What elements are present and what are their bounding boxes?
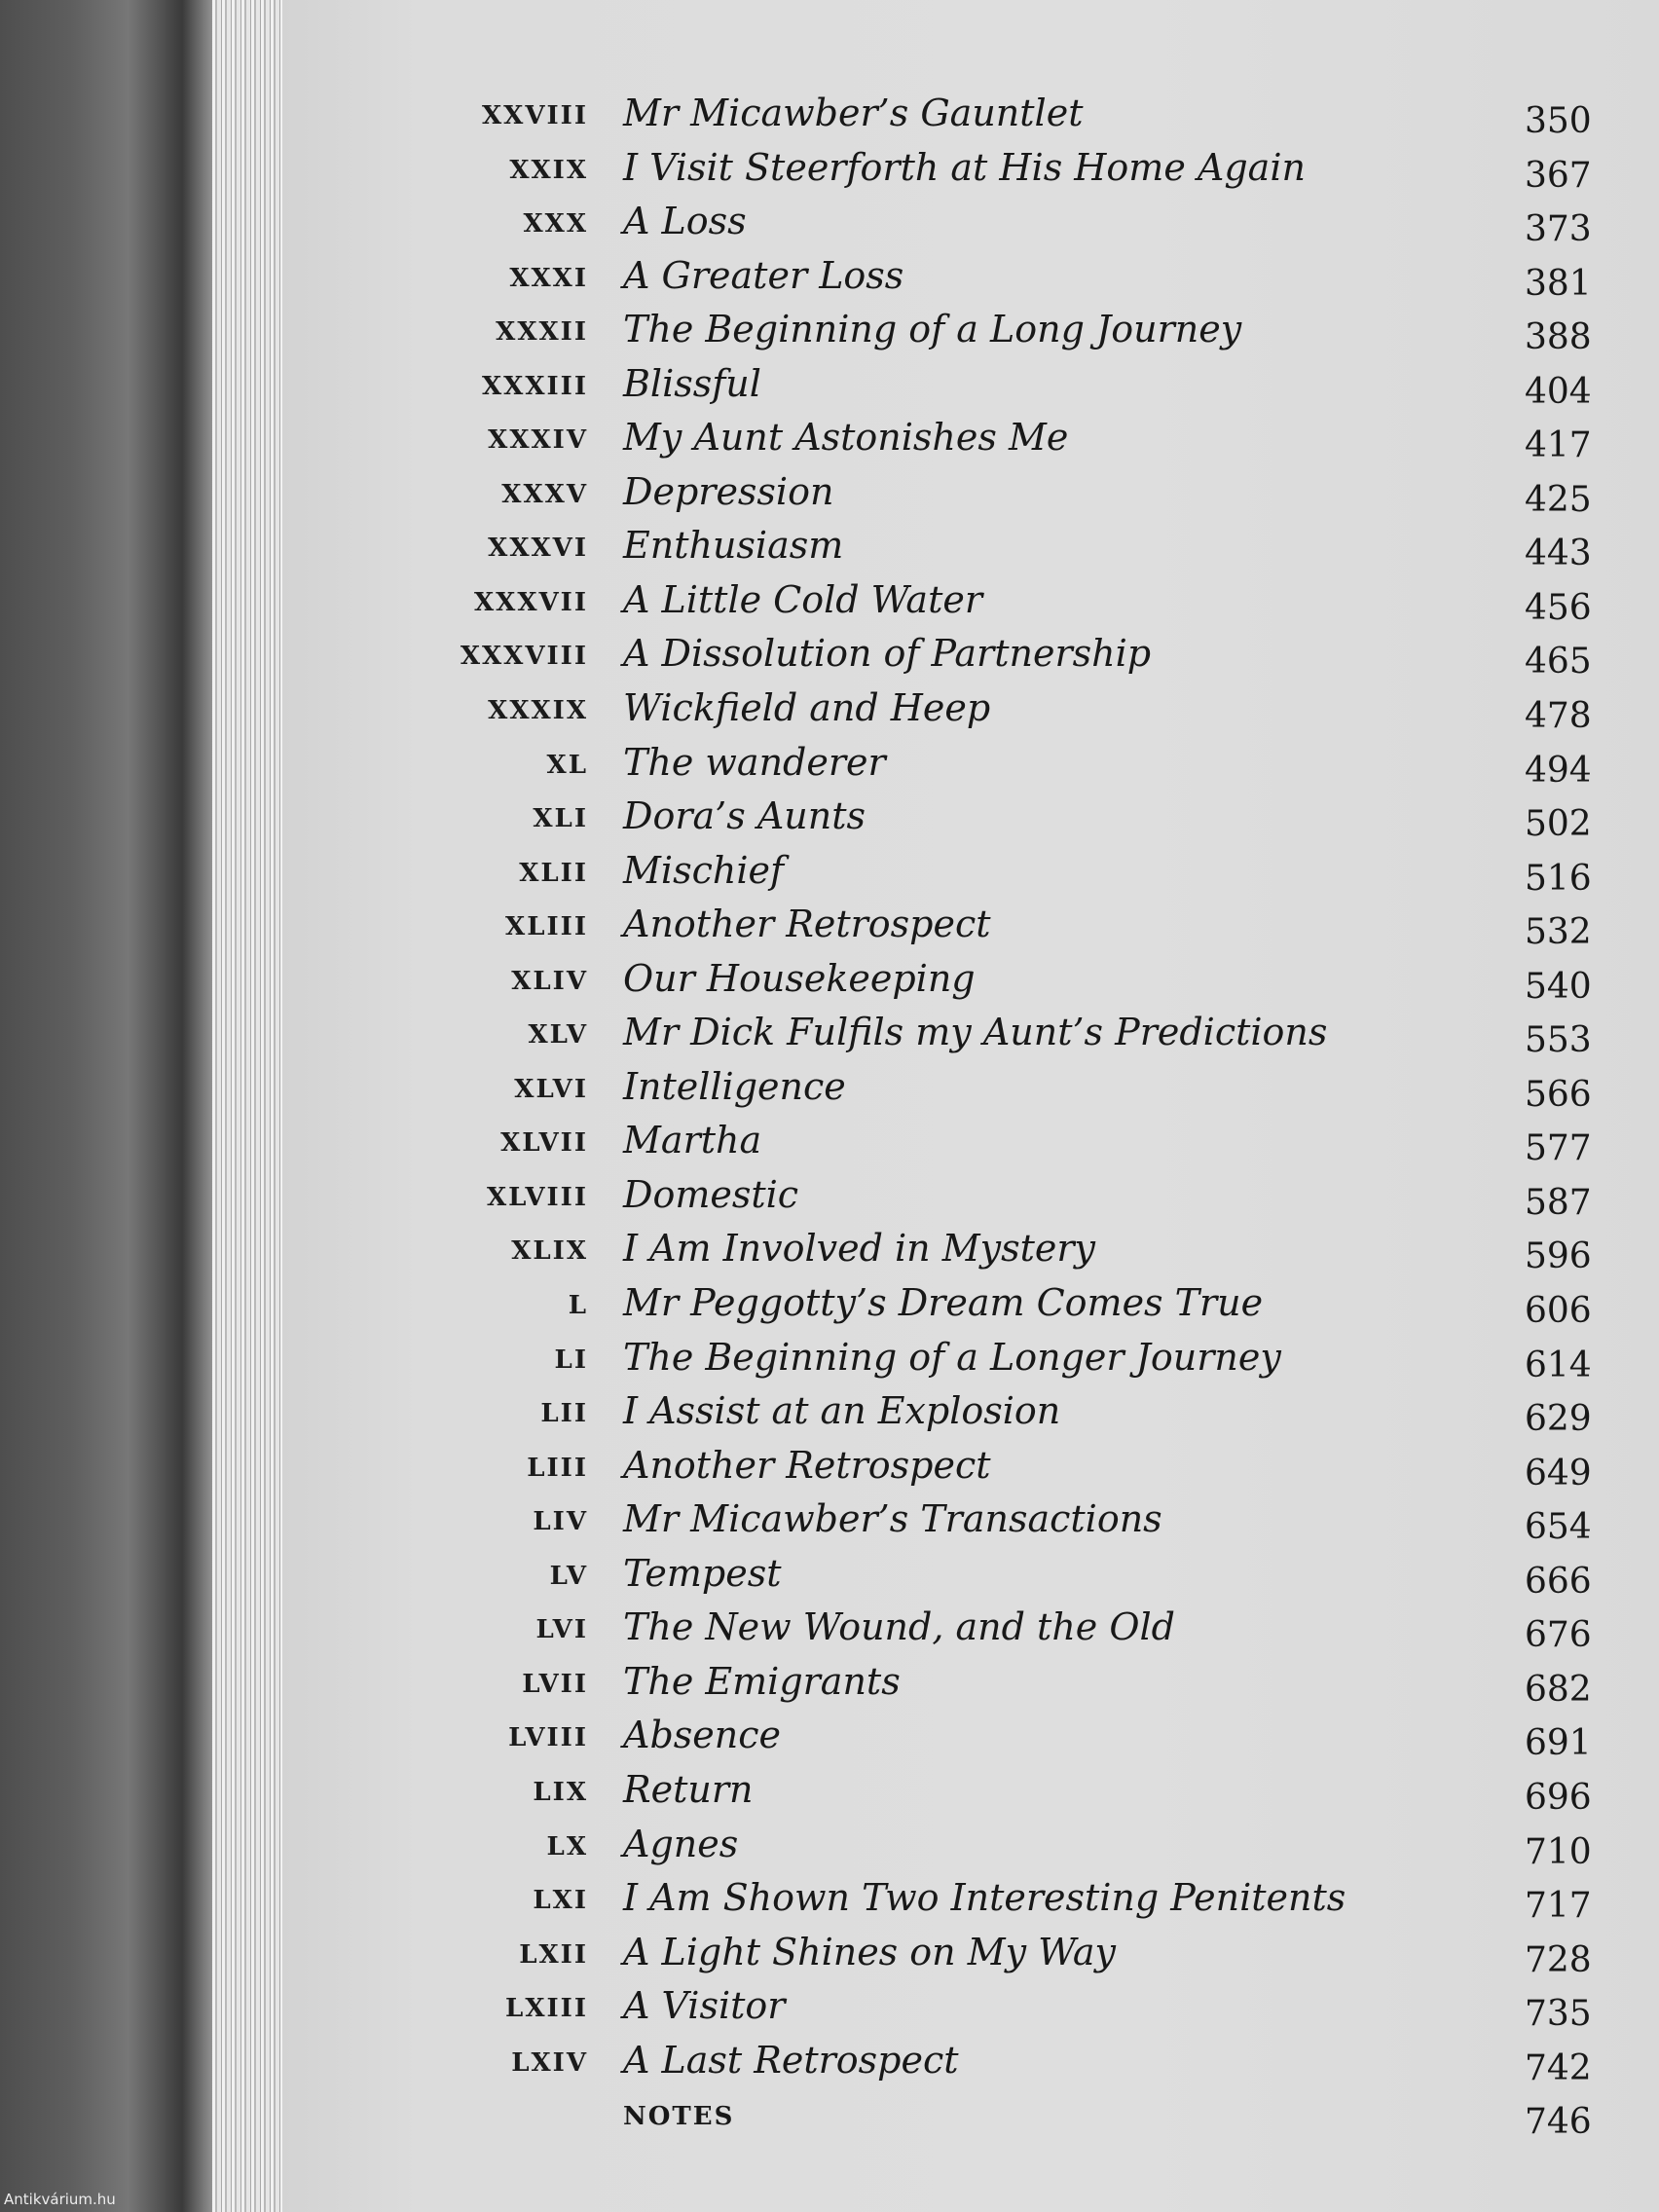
chapter-title: Another Retrospect [623,1443,991,1487]
toc-row [0,1003,1659,1061]
chapter-number: LVIII [508,1723,588,1753]
toc-row [0,624,1659,682]
page-number: 494 [1525,750,1592,791]
page-number: 676 [1525,1615,1592,1656]
chapter-number: XXXVI [488,534,588,564]
chapter-number: LI [554,1345,588,1375]
toc-row [0,516,1659,574]
page-number: 478 [1525,696,1592,737]
chapter-title: Domestic [623,1172,799,1216]
chapter-title: Martha [623,1119,762,1162]
page-number: 502 [1525,804,1592,845]
chapter-number: XXXVIII [460,642,588,672]
chapter-number: LX [546,1831,588,1862]
toc-row [0,300,1659,358]
page-number: 456 [1525,587,1592,628]
chapter-number: XLIII [505,912,588,942]
toc-row [0,1544,1659,1602]
toc-row [0,462,1659,520]
page-number: 404 [1525,371,1592,412]
page-number: 532 [1525,912,1592,953]
chapter-title: The Beginning of a Long Journey [623,308,1242,351]
chapter-number: LV [549,1561,588,1591]
toc-row-notes [0,2084,1659,2143]
chapter-number: XLVIII [486,1182,588,1212]
page-number: 649 [1525,1453,1592,1493]
chapter-title: I Assist at an Explosion [623,1389,1061,1433]
page-number: 710 [1525,1831,1592,1872]
chapter-title: I Visit Steerforth at His Home Again [623,145,1306,189]
page-number: 553 [1525,1020,1592,1061]
chapter-title: Another Retrospect [623,903,991,946]
page-number: 350 [1525,101,1592,141]
chapter-title: A Dissolution of Partnership [623,632,1152,676]
page-number: 691 [1525,1723,1592,1764]
chapter-title: A Little Cold Water [623,577,983,621]
chapter-number: LXI [533,1886,588,1916]
toc-row [0,138,1659,196]
toc-row [0,1165,1659,1223]
chapter-title: A Light Shines on My Way [623,1930,1117,1973]
chapter-title: Tempest [623,1551,782,1595]
chapter-number: XLI [533,804,588,834]
page-number: 629 [1525,1399,1592,1440]
toc-row [0,1868,1659,1927]
chapter-number: XXIX [509,155,588,185]
page-number: 465 [1525,642,1592,682]
page-number: 614 [1525,1345,1592,1385]
toc-row [0,1815,1659,1872]
page-number: 388 [1525,317,1592,358]
chapter-number: XXXI [509,263,588,293]
chapter-number: XXXIX [488,696,588,726]
toc-row [0,895,1659,953]
chapter-number: XLVII [500,1128,588,1159]
chapter-title: Enthusiasm [623,524,844,568]
page-number: 654 [1525,1507,1592,1548]
chapter-title: Depression [623,469,834,513]
page-number: 443 [1525,534,1592,574]
chapter-title: I Am Involved in Mystery [623,1227,1095,1271]
page-number: 566 [1525,1074,1592,1115]
chapter-number: LXIII [505,1994,588,2024]
chapter-number: XXXII [496,317,588,348]
chapter-title: Blissful [623,361,761,405]
chapter-title: Mr Peggotty’s Dream Comes True [623,1281,1264,1325]
toc-row [0,1382,1659,1440]
toc-row [0,1111,1659,1169]
chapter-title: A Greater Loss [623,253,904,297]
toc-row [0,787,1659,845]
chapter-number: XLV [528,1020,588,1051]
chapter-title: I Am Shown Two Interesting Penitents [623,1876,1346,1920]
toc-row [0,841,1659,899]
toc-row [0,1490,1659,1548]
toc-row [0,2031,1659,2088]
chapter-title: Our Housekeeping [623,956,976,1000]
toc-row [0,679,1659,737]
chapter-title: The New Wound, and the Old [623,1605,1175,1649]
chapter-number: LIX [533,1777,588,1807]
watermark: Antikvárium.hu [4,2191,116,2208]
chapter-number: XL [546,750,588,780]
chapter-title: Mr Micawber’s Gauntlet [623,92,1084,134]
notes-title: NOTES [623,2102,735,2132]
toc-row [0,1328,1659,1385]
chapter-title: My Aunt Astonishes Me [623,416,1069,460]
toc-row [0,949,1659,1007]
chapter-number: LXIV [511,2047,588,2078]
toc-row [0,1976,1659,2035]
chapter-title: Agnes [623,1822,739,1865]
page-number: 682 [1525,1669,1592,1710]
toc-row [0,1273,1659,1332]
page-number: 666 [1525,1561,1592,1602]
page-number: 577 [1525,1128,1592,1169]
chapter-number: LII [540,1399,588,1429]
page-number: 735 [1525,1994,1592,2035]
chapter-title: Intelligence [623,1064,846,1108]
toc-row [0,733,1659,791]
chapter-title: Mr Dick Fulfils my Aunt’s Predictions [623,1011,1328,1054]
chapter-number: L [568,1291,588,1321]
toc-row [0,354,1659,412]
chapter-number: XLVI [514,1074,588,1104]
page-number: 417 [1525,425,1592,466]
page-number: 516 [1525,858,1592,899]
page-number: 381 [1525,263,1592,304]
toc-row [0,1598,1659,1656]
page-number: 606 [1525,1291,1592,1332]
chapter-number: XLII [519,858,588,888]
toc-row [0,1436,1659,1491]
chapter-title: The wanderer [623,740,886,784]
page-number: 540 [1525,966,1592,1007]
chapter-number: XXXIV [488,425,588,456]
toc-row [0,1760,1659,1818]
toc-row [0,1057,1659,1115]
chapter-title: A Last Retrospect [623,2038,959,2082]
chapter-title: Wickfield and Heep [623,686,991,730]
chapter-number: XXX [523,209,588,240]
chapter-number: XXXIII [481,371,588,401]
chapter-title: Mr Micawber’s Transactions [623,1497,1162,1541]
chapter-number: LIII [527,1453,588,1483]
chapter-number: XXXVII [473,587,588,617]
page-number: 425 [1525,479,1592,520]
chapter-title: The Beginning of a Longer Journey [623,1335,1281,1379]
page-number: 746 [1525,2102,1592,2143]
chapter-number: XXVIII [481,101,588,130]
toc-row [0,84,1659,141]
page-number: 596 [1525,1236,1592,1277]
page-number: 742 [1525,2047,1592,2088]
toc-row [0,1706,1659,1764]
page-number: 728 [1525,1939,1592,1980]
chapter-number: LVII [522,1669,588,1699]
page-number: 696 [1525,1777,1592,1818]
toc-row [0,246,1659,304]
toc-row [0,1652,1659,1710]
toc-row [0,192,1659,250]
chapter-title: Mischief [623,848,785,892]
toc-row [0,1923,1659,1980]
table-of-contents [0,84,1659,2143]
page-number: 367 [1525,155,1592,196]
toc-row [0,1219,1659,1277]
chapter-number: LIV [533,1507,588,1537]
chapter-number: LVI [535,1615,588,1645]
chapter-title: The Emigrants [623,1659,901,1703]
page-number: 587 [1525,1182,1592,1223]
chapter-title: Dora’s Aunts [623,794,866,838]
chapter-number: XXXV [501,479,588,509]
chapter-number: XLIX [511,1236,588,1267]
chapter-title: Return [623,1767,754,1811]
chapter-title: Absence [623,1714,782,1757]
chapter-number: XLIV [511,966,588,996]
chapter-title: A Visitor [623,1984,786,2028]
toc-row [0,571,1659,628]
chapter-number: LXII [519,1939,588,1970]
chapter-title: A Loss [623,200,747,243]
page-number: 373 [1525,209,1592,250]
toc-row [0,408,1659,466]
page-number: 717 [1525,1886,1592,1927]
